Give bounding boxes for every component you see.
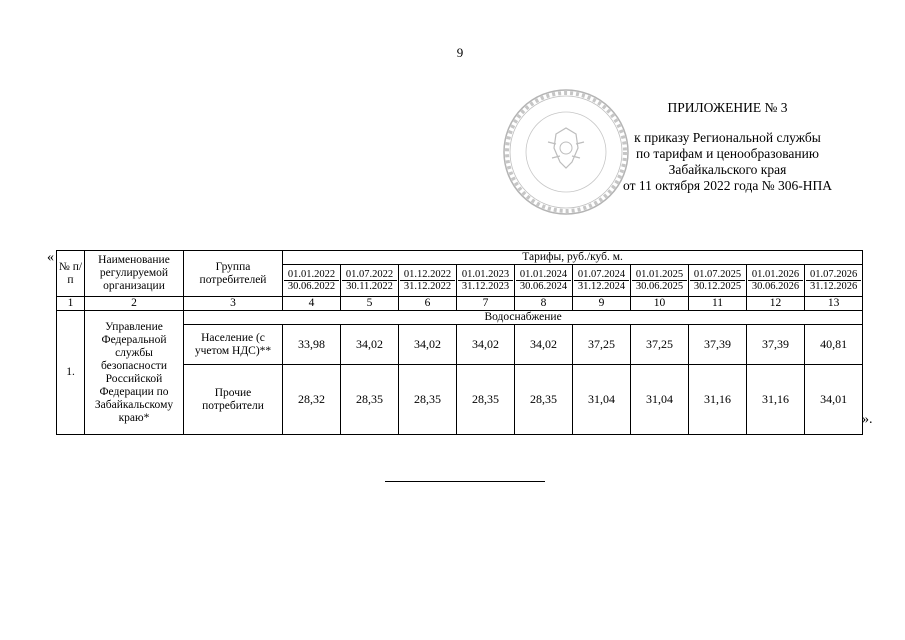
tariff-value: 28,32 bbox=[283, 365, 341, 435]
tariff-value: 34,02 bbox=[399, 325, 457, 365]
period-header: 01.07.2024 31.12.2024 bbox=[573, 265, 631, 297]
appendix-line: по тарифам и ценообразованию bbox=[636, 146, 819, 161]
period-header: 01.01.2026 30.06.2026 bbox=[747, 265, 805, 297]
header-num: № п/п bbox=[57, 251, 85, 297]
tariff-value: 34,02 bbox=[515, 325, 573, 365]
period-header: 01.07.2025 30.12.2025 bbox=[689, 265, 747, 297]
column-number: 5 bbox=[341, 297, 399, 311]
column-number: 9 bbox=[573, 297, 631, 311]
tariff-value: 37,39 bbox=[747, 325, 805, 365]
tariff-value: 28,35 bbox=[457, 365, 515, 435]
column-number: 12 bbox=[747, 297, 805, 311]
appendix-line: Забайкальского края bbox=[668, 162, 787, 177]
column-number-row bbox=[57, 297, 863, 311]
appendix-title: ПРИЛОЖЕНИЕ № 3 bbox=[667, 100, 788, 115]
tariff-value: 31,16 bbox=[689, 365, 747, 435]
period-header: 01.07.2022 30.11.2022 bbox=[341, 265, 399, 297]
period-header: 01.01.2022 30.06.2022 bbox=[283, 265, 341, 297]
tariff-value: 40,81 bbox=[805, 325, 863, 365]
column-number: 10 bbox=[631, 297, 689, 311]
organization-name: Управление Федеральной службы безопасности Российской Федерации по Забайкальскому краю* bbox=[85, 311, 184, 435]
tariff-value: 34,02 bbox=[341, 325, 399, 365]
opening-quote: « bbox=[47, 250, 54, 265]
tariff-value: 28,35 bbox=[341, 365, 399, 435]
tariff-table bbox=[56, 250, 863, 435]
column-number: 6 bbox=[399, 297, 457, 311]
tariff-value: 37,39 bbox=[689, 325, 747, 365]
row-number: 1. bbox=[57, 311, 85, 435]
footer-divider bbox=[385, 481, 545, 482]
header-group: Группа потребителей bbox=[184, 251, 283, 297]
period-header: 01.01.2024 30.06.2024 bbox=[515, 265, 573, 297]
period-header: 01.01.2025 30.06.2025 bbox=[631, 265, 689, 297]
period-header: 01.07.2026 31.12.2026 bbox=[805, 265, 863, 297]
section-title: Водоснабжение bbox=[184, 311, 863, 325]
column-number: 2 bbox=[85, 297, 184, 311]
column-number: 1 bbox=[57, 297, 85, 311]
column-number: 3 bbox=[184, 297, 283, 311]
header-org: Наименование регулируемой организации bbox=[85, 251, 184, 297]
tariff-value: 28,35 bbox=[399, 365, 457, 435]
period-header: 01.01.2023 31.12.2023 bbox=[457, 265, 515, 297]
closing-quote: ». bbox=[862, 412, 873, 427]
column-number: 11 bbox=[689, 297, 747, 311]
column-number: 13 bbox=[805, 297, 863, 311]
column-number: 4 bbox=[283, 297, 341, 311]
tariff-value: 34,02 bbox=[457, 325, 515, 365]
header-tariffs: Тарифы, руб./куб. м. bbox=[283, 251, 863, 265]
consumer-group: Прочие потребители bbox=[184, 365, 283, 435]
tariff-value: 31,04 bbox=[631, 365, 689, 435]
tariff-value: 31,16 bbox=[747, 365, 805, 435]
column-number: 7 bbox=[457, 297, 515, 311]
tariff-value: 33,98 bbox=[283, 325, 341, 365]
period-header: 01.12.2022 31.12.2022 bbox=[399, 265, 457, 297]
tariff-value: 28,35 bbox=[515, 365, 573, 435]
appendix-line: от 11 октября 2022 года № 306-НПА bbox=[623, 178, 832, 193]
tariff-value: 37,25 bbox=[631, 325, 689, 365]
page-number: 9 bbox=[456, 45, 464, 60]
appendix-header bbox=[600, 100, 855, 194]
tariff-value: 37,25 bbox=[573, 325, 631, 365]
consumer-group: Население (с учетом НДС)** bbox=[184, 325, 283, 365]
tariff-value: 34,01 bbox=[805, 365, 863, 435]
appendix-line: к приказу Региональной службы bbox=[634, 130, 821, 145]
tariff-value: 31,04 bbox=[573, 365, 631, 435]
column-number: 8 bbox=[515, 297, 573, 311]
